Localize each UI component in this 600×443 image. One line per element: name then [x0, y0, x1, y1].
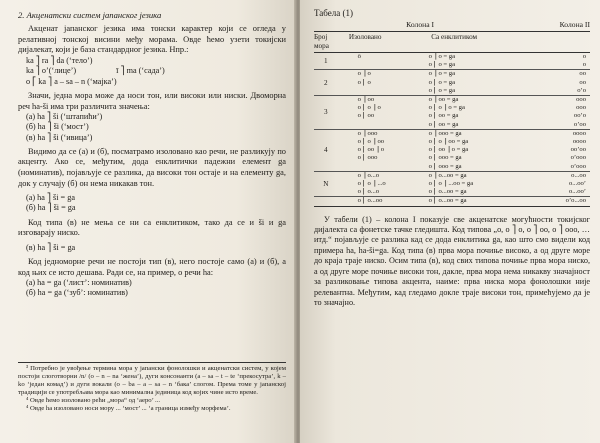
isolated-form: o ⎡ o...oo: [357, 197, 383, 205]
isolated-form: ō: [357, 53, 361, 60]
right-page: [300, 0, 600, 443]
column-2-form: oo: [579, 78, 586, 86]
footnotes: [18, 362, 286, 414]
mora-count: 2: [324, 78, 328, 87]
enclitic-form: o ⎡ o = ga: [428, 86, 456, 94]
accent-table: [314, 31, 590, 207]
table-row: [314, 130, 590, 172]
isolated-form-column: [338, 130, 411, 171]
isolated-form-column: [338, 96, 411, 129]
isolated-form: [338, 163, 411, 171]
enclitic-form: o ⎡ oo = ga: [428, 120, 459, 128]
kolona-2-label: Колона II: [559, 20, 590, 29]
column-2-form: oooo: [572, 138, 586, 146]
column-2-form-column: [513, 130, 590, 171]
isolated-form: [338, 87, 411, 95]
enclitic-form: o ⎡ ooo = ga: [428, 154, 462, 162]
example: (a) ha ⎤ ši = ga: [26, 193, 75, 203]
column-2-form: o’o...oo: [565, 197, 586, 205]
column-2-form: oo’oo: [570, 146, 586, 154]
sa-enklitikom-header: Са енклитиком: [431, 33, 478, 41]
example: (в) ha ⎤ ši (‘ивица’): [26, 132, 93, 142]
table-row: [314, 197, 590, 205]
mora-count: 4: [324, 146, 328, 155]
column-2-form-column: [513, 172, 590, 197]
column-2-form: o: [582, 53, 586, 60]
table-row: [314, 172, 590, 198]
isolated-form: [338, 121, 411, 129]
mora-count: 1: [324, 57, 328, 66]
isolated-form: o ⎤ o: [357, 70, 371, 78]
isolated-form: o ⎡ o ⎤ ...o: [357, 180, 386, 188]
enclitic-form: o ⎡ o ⎤ o = ga: [428, 104, 465, 112]
isolated-form: o ⎡ o...o: [357, 188, 380, 196]
column-2-form: o’oo: [573, 120, 586, 128]
column-2-form: ooo: [576, 104, 586, 112]
enclitic-form: o ⎤ o = ga: [428, 70, 456, 78]
example-row: [26, 77, 286, 87]
example: (б) ha ⎤ ši = ga: [26, 203, 76, 213]
footnote: ⁴ Овде ћемо изоловано рећи „мора“ од ‘аеро’ ...: [26, 397, 161, 405]
isolated-form: o ⎡ ooo: [357, 154, 378, 162]
enclitic-form-column: [411, 130, 514, 171]
table-row: [314, 96, 590, 130]
enclitic-form: o ⎡ o ⎤ ...oo = ga: [428, 180, 474, 188]
column-2-form: o...oo’: [568, 180, 586, 188]
examples-1: [18, 56, 286, 87]
example: (a) ha = ga (‘лист’: номинатив): [26, 278, 132, 288]
column-2-form: oo: [579, 70, 586, 78]
enclitic-form: o ⎤ o...oo = ga: [428, 171, 467, 179]
column-2-form-column: [513, 96, 590, 129]
enclitic-form: o ⎡ o = ga: [428, 78, 456, 86]
example: (в) ha ⎤ ši = ga: [26, 242, 76, 252]
column-2-form: ooo: [576, 96, 586, 104]
enclitic-form-column: [411, 172, 514, 197]
enclitic-form-column: [411, 96, 514, 129]
isolated-form-column: [338, 70, 411, 95]
example: (a) ha ⎤ ši (‘штапићи’): [26, 112, 103, 122]
table-body: [314, 53, 590, 206]
mora-count: N: [323, 180, 329, 189]
table-title: Табела (1): [314, 8, 353, 18]
column-2-form: o’ooo: [570, 162, 586, 170]
example-text: ka ⎤ ra ⎤ da (‘тело’): [26, 55, 93, 65]
enclitic-form: o ⎡ o ⎤ oo = ga: [428, 138, 469, 146]
paragraph-1: Акценат јапанског језика има тонски карактер који се огледа у релативној тонској висини међу морама. Овде ћемо узети токијски дијалекат, који је база стандардног језика. Нпр.:: [18, 24, 286, 55]
izolovano-header: Изоловано: [348, 33, 382, 41]
footnote: ³ Потребно је увођење термина мора у јапански фонолошки и акценатски систем, у којем постоји слоготворни /n/ (o – n – na ‘жена’), дуги консонанти (a – sa – t – te ‘прекосутра’, k – ko ‘један комад’) и дуги вокали (o – ba – a – sa – n ‘бака’ слогом. Према томе у јапанској традицији се употребљава мора као минимална јединица код којих чине исто време.: [18, 365, 286, 397]
example-row: [26, 66, 286, 76]
table-row: [314, 53, 590, 70]
enclitic-form: o ⎡ o...oo = ga: [428, 197, 467, 205]
paragraph-2: Значи, једна мора може да носи тон, или високи или ниски. Двоморна реч ha-ši има три различита значења:: [18, 91, 286, 111]
enclitic-form: o ⎤ o = ga: [428, 53, 456, 60]
example-text: ī ⎤ ma (‘сада’): [116, 66, 165, 76]
column-2-form: oooo: [572, 129, 586, 137]
paragraph: У табели (1) – колона I показује све акценатске могућности токијског дијалекта са фонетске тачке гледишта. Код типова „o, o ⎤ o, o ⎤ oo, o ⎤ ooo, … итд.“ појављује се разлика кад се дода енклитика ga, као што смо видели код примера ha, ha-ši=ga. Код типа (в) прва мора почиње високо, а од друге море до краја траје ниско. Осим типа (в), код свих типова почиње прва мора ниско, а од друге море почиње високи тон, дакле, прва мора нема никакву значајност за разликовање типова акцента, наиме: прва ниска мора фонолошки није релевантна. Међутим, кад гледамо докле траје високи тон, примећујемо да је то значајно.: [314, 214, 590, 307]
kolona-1-label: Колона I: [406, 20, 434, 29]
mora-count: 3: [324, 108, 328, 117]
mora-count: [314, 197, 338, 205]
example-row: [26, 56, 286, 66]
column-2-form: o: [582, 61, 586, 69]
column-2-form-column: [513, 70, 590, 95]
table-subheader: [314, 32, 590, 53]
isolated-form: o ⎤ ooo: [357, 129, 378, 137]
column-2-form: o’ooo: [570, 154, 586, 162]
paragraph-5: Код једноморне речи не постоји тип (в), него постоје само (а) и (б), а код њих се исто дешава. Ради се, на пример, о речи ha:: [18, 256, 286, 277]
column-2-form: o...oo’: [568, 188, 586, 196]
enclitic-form-column: [411, 70, 514, 95]
isolated-form-column: [338, 197, 411, 205]
column-2-form-column: [513, 197, 590, 205]
paragraph-3: Видимо да се (а) и (б), посматрамо изоловано као речи, не разликују по акценту. Ако се, међутим, дода енклитички падежни елемент ga (номинатив), појављује се разлика, да високи тон остаје и на елементу ga, док у случају (б) он нема никакав тон.: [18, 146, 286, 188]
column-group-header: [314, 20, 590, 29]
enclitic-form: o ⎡ o = ga: [428, 61, 456, 69]
isolated-form: o ⎡ o: [357, 78, 371, 86]
enclitic-form: o ⎤ oo = ga: [428, 96, 459, 104]
enclitic-form: o ⎤ ooo = ga: [428, 129, 462, 137]
enclitic-form-column: [411, 197, 514, 205]
isolated-form: o ⎤ oo: [357, 96, 375, 104]
left-page: [0, 0, 296, 443]
footnote: ⁴ Овде ha изоловано носи мору ... ‘мост’ ... ‘а граница између морфема’.: [26, 405, 231, 413]
isolated-form: o ⎡ oo: [357, 112, 375, 120]
isolated-form-column: [338, 53, 411, 69]
isolated-form: o ⎡ o ⎤ o: [357, 104, 381, 112]
example: (б) ha ⎤ ši (‘мост’): [26, 122, 89, 132]
column-2-form: o’o: [577, 86, 586, 94]
enclitic-form: o ⎡ o...oo = ga: [428, 188, 467, 196]
table-row: [314, 70, 590, 96]
right-body-text: [314, 215, 590, 309]
enclitic-form: o ⎡ ooo = ga: [428, 162, 462, 170]
enclitic-form: o ⎡ oo = ga: [428, 112, 459, 120]
column-2-form: o...oo: [571, 171, 586, 179]
running-header: 2. Акценатски систем јапанског језика: [18, 10, 162, 20]
isolated-form-column: [338, 172, 411, 197]
column-2-form-column: [513, 53, 590, 69]
example-text: o ⎡ ka ⎤ a – sa – n (‘мајка’): [26, 76, 117, 86]
isolated-form: o ⎡ oo ⎤ o: [357, 146, 385, 154]
broj-mora-header: Број мора: [314, 33, 329, 50]
column-2-form: oo’o: [573, 112, 586, 120]
isolated-form: o ⎡ o ⎤ oo: [357, 138, 385, 146]
enclitic-form-column: [411, 53, 514, 69]
isolated-form: o ⎤ o...o: [357, 171, 380, 179]
enclitic-form: o ⎡ oo ⎤ o = ga: [428, 146, 469, 154]
example: (б) ha = ga (‘зуб’: номинатив): [26, 288, 128, 298]
paragraph-4: Код типа (в) не мења се ни са енклитиком, тако да се и ši и ga изговарају ниско.: [18, 217, 286, 238]
example-text: ka ⎤ o’(‘лице’): [26, 66, 77, 76]
